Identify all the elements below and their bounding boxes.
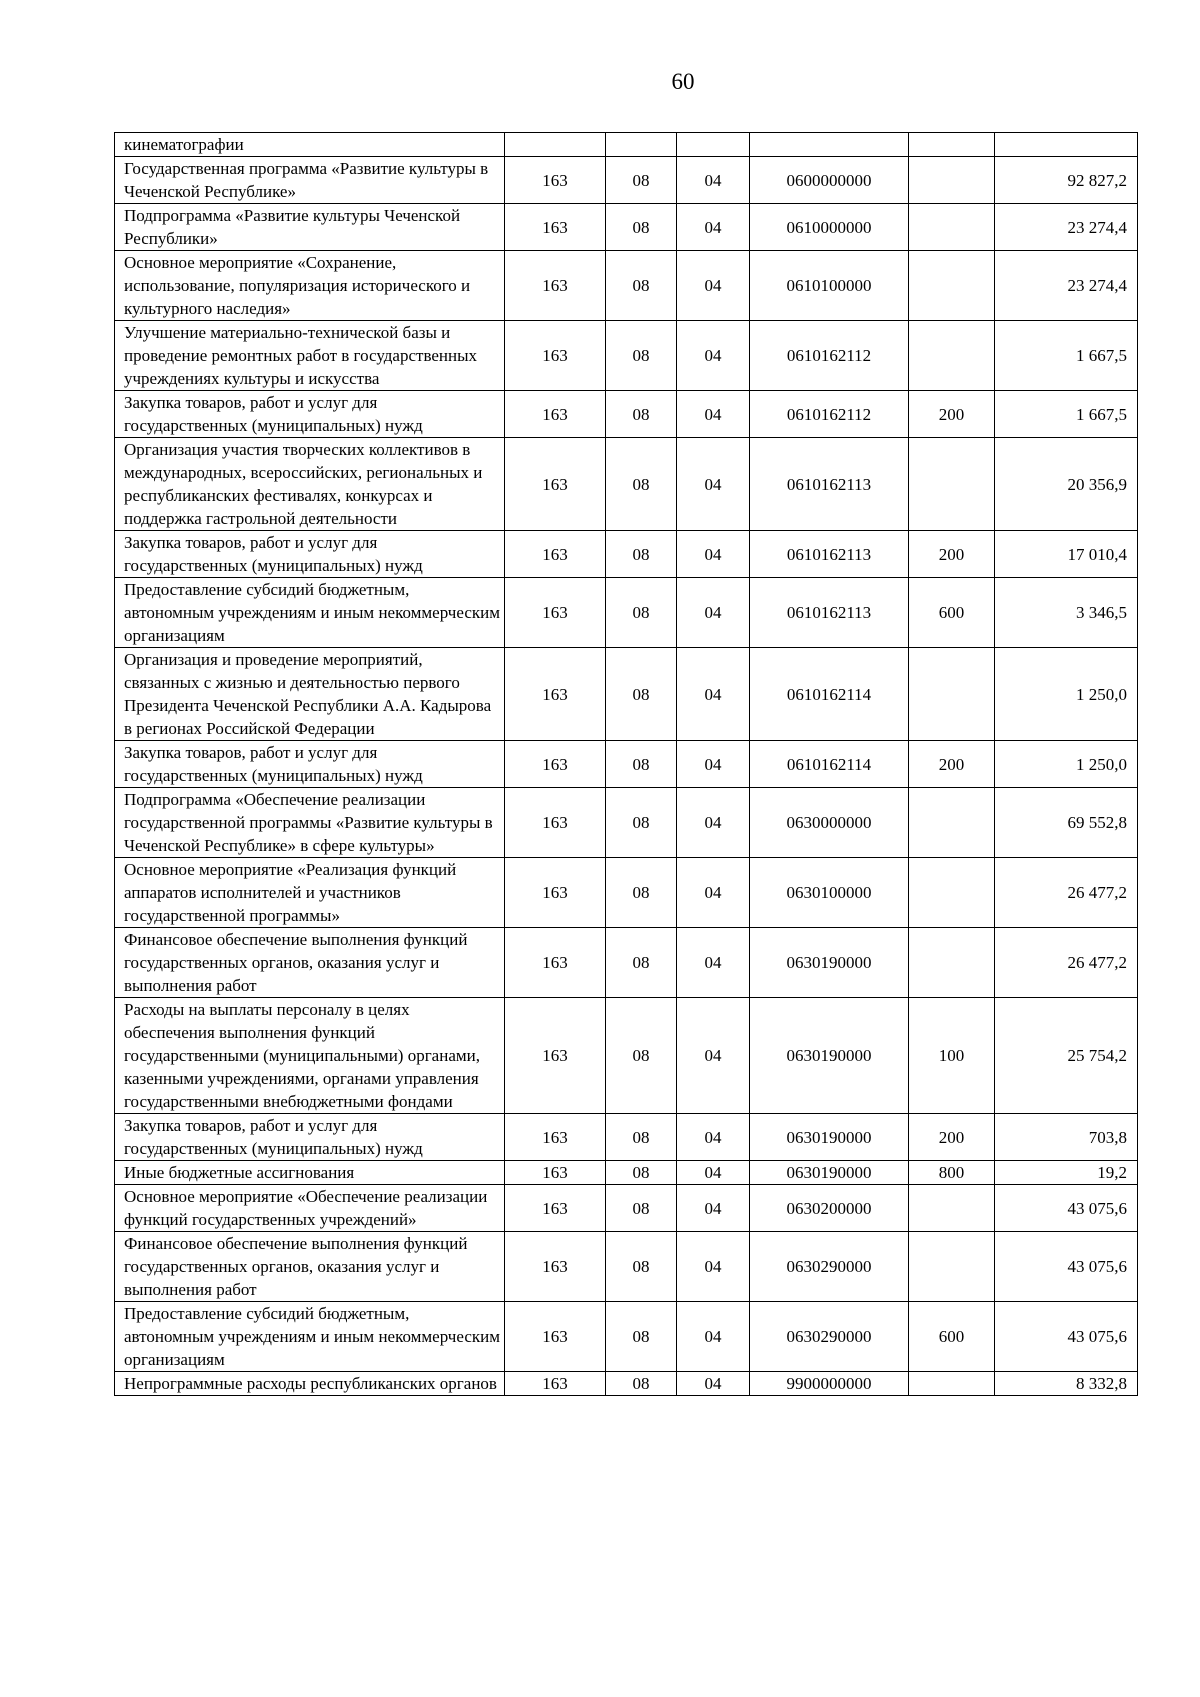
expense-type-code: 200 — [909, 391, 995, 438]
table-row — [115, 531, 1138, 578]
expense-type-code — [909, 321, 995, 391]
subsection-code — [677, 133, 750, 157]
table-row — [115, 1114, 1138, 1161]
ved-code: 163 — [505, 1185, 606, 1232]
subsection-code: 04 — [677, 1114, 750, 1161]
expense-type-code — [909, 251, 995, 321]
row-name: Финансовое обеспечение выполнения функций государственных органов, оказания услуг и выполнения работ — [115, 1232, 505, 1302]
row-name: Расходы на выплаты персоналу в целях обеспечения выполнения функций государственными (муниципальными) органами, казенными учреждениями, органами управления государственными внебюджетными фондами — [115, 998, 505, 1114]
ved-code: 163 — [505, 858, 606, 928]
target-article-code: 0610162114 — [750, 741, 909, 788]
row-name: Основное мероприятие «Обеспечение реализации функций государственных учреждений» — [115, 1185, 505, 1232]
section-code: 08 — [606, 858, 677, 928]
subsection-code: 04 — [677, 1302, 750, 1372]
ved-code: 163 — [505, 578, 606, 648]
subsection-code: 04 — [677, 321, 750, 391]
subsection-code: 04 — [677, 1372, 750, 1396]
target-article-code: 0630190000 — [750, 1114, 909, 1161]
section-code: 08 — [606, 1161, 677, 1185]
target-article-code: 0630100000 — [750, 858, 909, 928]
subsection-code: 04 — [677, 788, 750, 858]
table-row — [115, 391, 1138, 438]
row-name: Организация и проведение мероприятий, связанных с жизнью и деятельностью первого Президента Чеченской Республики А.А. Кадырова в регионах Российской Федерации — [115, 648, 505, 741]
amount: 19,2 — [995, 1161, 1138, 1185]
amount: 17 010,4 — [995, 531, 1138, 578]
target-article-code: 0610162114 — [750, 648, 909, 741]
table-row — [115, 133, 1138, 157]
expense-type-code — [909, 1185, 995, 1232]
subsection-code: 04 — [677, 1232, 750, 1302]
expense-type-code — [909, 788, 995, 858]
table-row — [115, 1372, 1138, 1396]
ved-code: 163 — [505, 438, 606, 531]
amount: 92 827,2 — [995, 157, 1138, 204]
ved-code: 163 — [505, 1302, 606, 1372]
row-name: Организация участия творческих коллективов в международных, всероссийских, региональных и республиканских фестивалях, конкурсах и поддержка гастрольной деятельности — [115, 438, 505, 531]
expense-type-code: 200 — [909, 741, 995, 788]
subsection-code: 04 — [677, 998, 750, 1114]
subsection-code: 04 — [677, 1161, 750, 1185]
table-row — [115, 204, 1138, 251]
table-row — [115, 648, 1138, 741]
expense-type-code — [909, 157, 995, 204]
table-row — [115, 438, 1138, 531]
section-code: 08 — [606, 648, 677, 741]
subsection-code: 04 — [677, 157, 750, 204]
target-article-code: 9900000000 — [750, 1372, 909, 1396]
section-code: 08 — [606, 1232, 677, 1302]
table-row — [115, 1185, 1138, 1232]
amount: 25 754,2 — [995, 998, 1138, 1114]
expense-type-code — [909, 1372, 995, 1396]
row-name: Основное мероприятие «Реализация функций аппаратов исполнителей и участников государственной программы» — [115, 858, 505, 928]
target-article-code: 0630000000 — [750, 788, 909, 858]
table-row — [115, 998, 1138, 1114]
row-name: Закупка товаров, работ и услуг для государственных (муниципальных) нужд — [115, 391, 505, 438]
amount — [995, 133, 1138, 157]
row-name: кинематографии — [115, 133, 505, 157]
expense-type-code — [909, 133, 995, 157]
ved-code: 163 — [505, 1161, 606, 1185]
amount: 3 346,5 — [995, 578, 1138, 648]
target-article-code: 0630200000 — [750, 1185, 909, 1232]
section-code: 08 — [606, 578, 677, 648]
row-name: Предоставление субсидий бюджетным, автономным учреждениям и иным некоммерческим организациям — [115, 578, 505, 648]
expense-type-code — [909, 1232, 995, 1302]
table-row — [115, 1161, 1138, 1185]
expense-type-code — [909, 858, 995, 928]
section-code: 08 — [606, 1185, 677, 1232]
expense-type-code: 800 — [909, 1161, 995, 1185]
expense-type-code — [909, 928, 995, 998]
section-code — [606, 133, 677, 157]
target-article-code: 0600000000 — [750, 157, 909, 204]
table-row — [115, 928, 1138, 998]
subsection-code: 04 — [677, 578, 750, 648]
table-row — [115, 788, 1138, 858]
amount: 1 250,0 — [995, 648, 1138, 741]
target-article-code: 0630290000 — [750, 1232, 909, 1302]
ved-code: 163 — [505, 1372, 606, 1396]
subsection-code: 04 — [677, 204, 750, 251]
expense-type-code: 600 — [909, 1302, 995, 1372]
amount: 703,8 — [995, 1114, 1138, 1161]
target-article-code: 0630190000 — [750, 998, 909, 1114]
expense-type-code: 100 — [909, 998, 995, 1114]
target-article-code — [750, 133, 909, 157]
ved-code: 163 — [505, 648, 606, 741]
target-article-code: 0610162113 — [750, 578, 909, 648]
expense-type-code: 600 — [909, 578, 995, 648]
section-code: 08 — [606, 998, 677, 1114]
row-name: Закупка товаров, работ и услуг для государственных (муниципальных) нужд — [115, 1114, 505, 1161]
ved-code: 163 — [505, 157, 606, 204]
ved-code: 163 — [505, 741, 606, 788]
amount: 1 667,5 — [995, 321, 1138, 391]
target-article-code: 0610162113 — [750, 531, 909, 578]
amount: 43 075,6 — [995, 1185, 1138, 1232]
subsection-code: 04 — [677, 391, 750, 438]
target-article-code: 0610162112 — [750, 321, 909, 391]
table-row — [115, 858, 1138, 928]
row-name: Основное мероприятие «Сохранение, использование, популяризация исторического и культурного наследия» — [115, 251, 505, 321]
ved-code: 163 — [505, 788, 606, 858]
section-code: 08 — [606, 438, 677, 531]
table-row — [115, 1302, 1138, 1372]
amount: 1 250,0 — [995, 741, 1138, 788]
row-name: Иные бюджетные ассигнования — [115, 1161, 505, 1185]
amount: 43 075,6 — [995, 1232, 1138, 1302]
ved-code: 163 — [505, 321, 606, 391]
amount: 69 552,8 — [995, 788, 1138, 858]
amount: 26 477,2 — [995, 928, 1138, 998]
target-article-code: 0630190000 — [750, 928, 909, 998]
section-code: 08 — [606, 1372, 677, 1396]
section-code: 08 — [606, 251, 677, 321]
section-code: 08 — [606, 321, 677, 391]
section-code: 08 — [606, 157, 677, 204]
amount: 23 274,4 — [995, 204, 1138, 251]
expense-type-code — [909, 648, 995, 741]
subsection-code: 04 — [677, 648, 750, 741]
ved-code: 163 — [505, 1114, 606, 1161]
section-code: 08 — [606, 1302, 677, 1372]
expense-type-code — [909, 438, 995, 531]
table-row — [115, 741, 1138, 788]
row-name: Закупка товаров, работ и услуг для государственных (муниципальных) нужд — [115, 741, 505, 788]
row-name: Подпрограмма «Обеспечение реализации государственной программы «Развитие культуры в Чеченской Республике» в сфере культуры» — [115, 788, 505, 858]
section-code: 08 — [606, 1114, 677, 1161]
amount: 26 477,2 — [995, 858, 1138, 928]
row-name: Финансовое обеспечение выполнения функций государственных органов, оказания услуг и выполнения работ — [115, 928, 505, 998]
target-article-code: 0610000000 — [750, 204, 909, 251]
ved-code: 163 — [505, 204, 606, 251]
ved-code — [505, 133, 606, 157]
table-row — [115, 578, 1138, 648]
ved-code: 163 — [505, 391, 606, 438]
subsection-code: 04 — [677, 1185, 750, 1232]
table-row — [115, 251, 1138, 321]
ved-code: 163 — [505, 928, 606, 998]
target-article-code: 0630290000 — [750, 1302, 909, 1372]
subsection-code: 04 — [677, 438, 750, 531]
expense-type-code: 200 — [909, 1114, 995, 1161]
section-code: 08 — [606, 204, 677, 251]
table-row — [115, 157, 1138, 204]
row-name: Государственная программа «Развитие культуры в Чеченской Республике» — [115, 157, 505, 204]
amount: 20 356,9 — [995, 438, 1138, 531]
ved-code: 163 — [505, 998, 606, 1114]
ved-code: 163 — [505, 251, 606, 321]
expense-type-code — [909, 204, 995, 251]
row-name: Улучшение материально-технической базы и проведение ремонтных работ в государственных учреждениях культуры и искусства — [115, 321, 505, 391]
section-code: 08 — [606, 391, 677, 438]
section-code: 08 — [606, 741, 677, 788]
amount: 1 667,5 — [995, 391, 1138, 438]
subsection-code: 04 — [677, 531, 750, 578]
target-article-code: 0610162112 — [750, 391, 909, 438]
row-name: Закупка товаров, работ и услуг для государственных (муниципальных) нужд — [115, 531, 505, 578]
amount: 23 274,4 — [995, 251, 1138, 321]
table-row — [115, 1232, 1138, 1302]
row-name: Подпрограмма «Развитие культуры Чеченской Республики» — [115, 204, 505, 251]
subsection-code: 04 — [677, 928, 750, 998]
target-article-code: 0630190000 — [750, 1161, 909, 1185]
subsection-code: 04 — [677, 251, 750, 321]
budget-table — [114, 132, 1138, 1396]
table-row — [115, 321, 1138, 391]
ved-code: 163 — [505, 1232, 606, 1302]
target-article-code: 0610162113 — [750, 438, 909, 531]
section-code: 08 — [606, 928, 677, 998]
section-code: 08 — [606, 531, 677, 578]
row-name: Непрограммные расходы республиканских органов — [115, 1372, 505, 1396]
expense-type-code: 200 — [909, 531, 995, 578]
amount: 43 075,6 — [995, 1302, 1138, 1372]
target-article-code: 0610100000 — [750, 251, 909, 321]
row-name: Предоставление субсидий бюджетным, автономным учреждениям и иным некоммерческим организациям — [115, 1302, 505, 1372]
section-code: 08 — [606, 788, 677, 858]
page-number: 60 — [671, 69, 695, 94]
amount: 8 332,8 — [995, 1372, 1138, 1396]
subsection-code: 04 — [677, 858, 750, 928]
ved-code: 163 — [505, 531, 606, 578]
subsection-code: 04 — [677, 741, 750, 788]
